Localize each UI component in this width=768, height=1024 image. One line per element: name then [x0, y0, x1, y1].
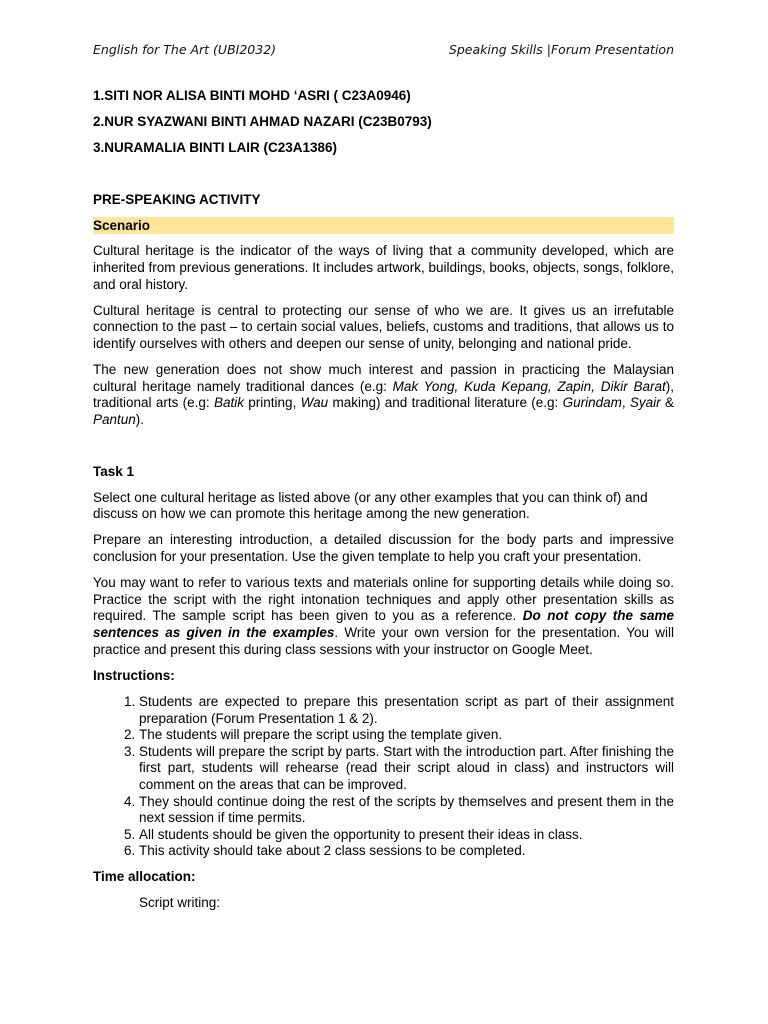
scenario-p3-batik: Batik [213, 395, 244, 411]
student-name-2: 2.NUR SYAZWANI BINTI AHMAD NAZARI (C23B0793) [93, 114, 432, 130]
scenario-p3-text-3: printing, [243, 395, 301, 411]
instructions-title: Instructions: [93, 667, 175, 683]
instruction-item-3: 3. Students will prepare the script by parts. Start with the introduction part. After finishing the first part, students will rehearse (read their script aloud in class) and instructors will comment on the areas that can be improved. [139, 744, 674, 794]
task1-p3-text-1: You may want to refer to various texts and materials online for supporting details while doing so. Practice the script with the right intonation techniques and apply other presentation skills as required. The sample script has been given to you as a reference. [93, 575, 674, 624]
time-allocation-title: Time allocation: [93, 868, 196, 884]
scenario-p3-syair: Syair [629, 395, 661, 411]
scenario-p3-pantun: Pantun [93, 411, 136, 427]
instruction-item-6: 6. This activity should take about 2 class sessions to be completed. [139, 843, 674, 860]
instruction-item-1: 1. Students are expected to prepare this presentation script as part of their assignment preparation (Forum Presentation 1 & 2). [139, 694, 674, 727]
header-course-title: English for The Art (UBI2032) [93, 42, 277, 57]
header-section-title: Speaking Skills |Forum Presentation [448, 42, 674, 57]
scenario-p3-text-4: making) and traditional literature (e.g: [328, 395, 563, 411]
scenario-p3-wau: Wau [300, 395, 329, 411]
scenario-p3-text-6: & [660, 395, 674, 411]
task1-paragraph-2: Prepare an interesting introduction, a detailed discussion for the body parts and impressive conclusion for your presentation. Use the given template to help you craft your presentation. [93, 532, 674, 565]
scenario-p3-text-5: , [621, 395, 630, 411]
instruction-item-5: 5. All students should be given the opportunity to present their ideas in class. [139, 827, 674, 844]
script-writing-label: Script writing: [139, 895, 221, 911]
scenario-p3-text-1: The new generation does not show much interest and passion in practicing the Malaysian cultural heritage namely traditional dances (e.g: [93, 362, 674, 394]
instructions-list [93, 694, 674, 860]
scenario-paragraph-3 [93, 362, 674, 428]
student-name-1: 1.SITI NOR ALISA BINTI MOHD ‘ASRI ( C23A0946) [93, 88, 411, 103]
instruction-item-4: 4. They should continue doing the rest of the scripts by themselves and present them in the next session if time permits. [139, 794, 674, 827]
task1-paragraph-1: Select one cultural heritage as listed above (or any other examples that you can think of) and discuss on how we can promote this heritage among the new generation. [93, 489, 648, 522]
scenario-p3-text-7: ). [135, 411, 145, 427]
task1-p3-text-2: . Write your own version for the presentation. You will practice and present this during class sessions with your instructor on Google Meet. [93, 625, 674, 657]
scenario-p3-dances: Mak Yong, Kuda Kepang, Zapin, Dikir Barat [392, 378, 666, 394]
scenario-p3-text-2: ), traditional arts (e.g: [93, 378, 674, 411]
task1-p3-warning: Do not copy the same sentences as given in the examples [93, 608, 674, 641]
document-body [93, 88, 674, 912]
scenario-paragraph-2: Cultural heritage is central to protecting our sense of who we are. It gives us an irrefutable connection to the past – to certain social values, beliefs, customs and traditions, that allows us to identify ourselves with others and deepen our sense of unity, belonging and national pride. [93, 302, 674, 351]
student-name-3: 3.NURAMALIA BINTI LAIR (C23A1386) [93, 140, 338, 156]
task1-paragraph-3 [93, 575, 674, 658]
scenario-p3-gurindam: Gurindam [562, 395, 622, 411]
task1-title: Task 1 [93, 463, 135, 479]
instruction-item-2: 2. The students will prepare the script using the template given. [139, 727, 674, 744]
scenario-heading: Scenario [93, 217, 674, 234]
pre-speaking-title: PRE-SPEAKING ACTIVITY [93, 191, 261, 207]
scenario-paragraph-1: Cultural heritage is the indicator of the ways of living that a community developed, which are inherited from previous generations. It includes artwork, buildings, books, objects, songs, folklore, and oral history. [93, 243, 674, 292]
